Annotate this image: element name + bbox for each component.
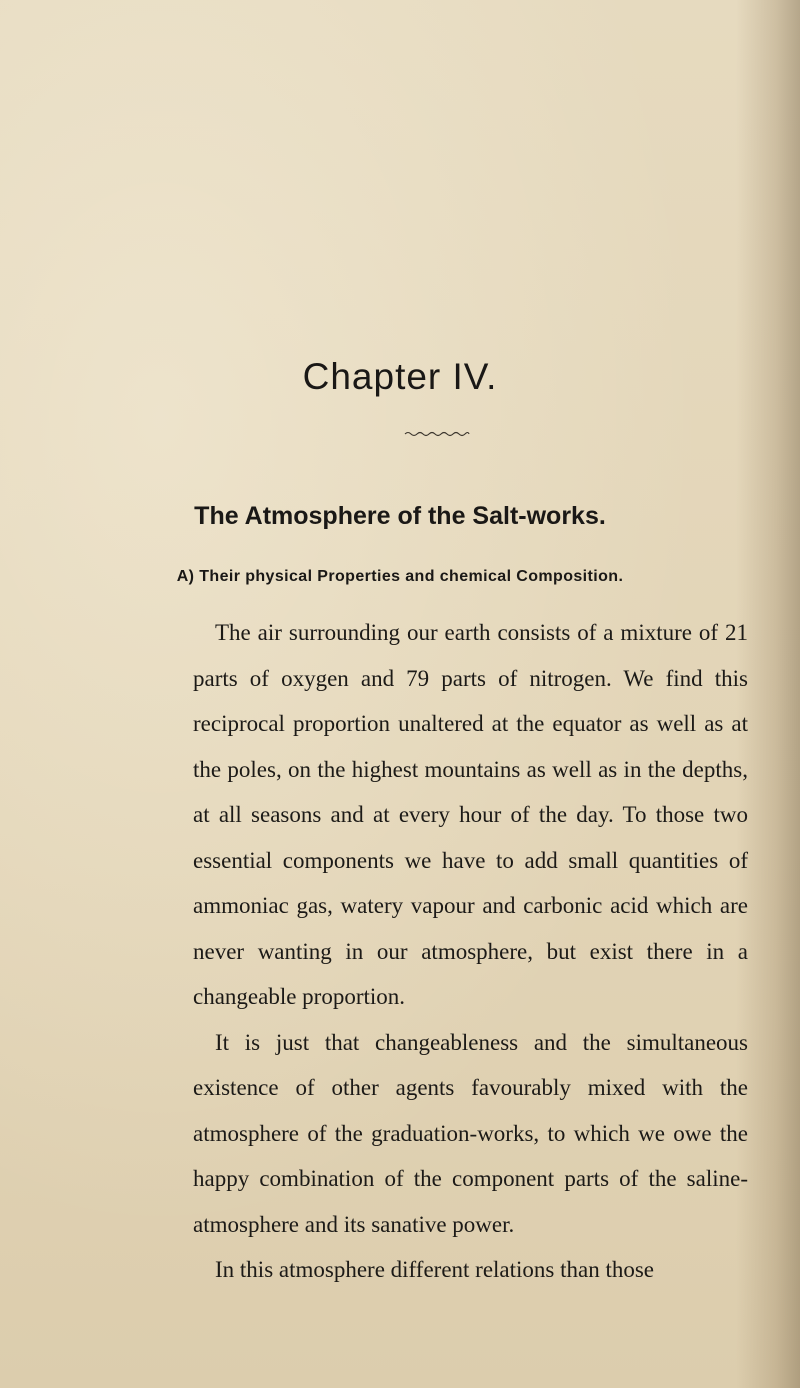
subsection-title: A) Their physical Properties and chemical Composition. [176,568,624,585]
paragraph: It is just that changeableness and the simultaneous existence of other agents favourably mixed with the atmosphere of the graduation-works, to which we owe the happy combination of the component parts of the saline-atmosphere and its sanative power. [193,1029,748,1237]
section-title: The Atmosphere of the Salt-works. [194,502,606,530]
paragraph: In this atmosphere different relations than those [215,1257,655,1282]
chapter-title: Chapter IV. [302,356,498,397]
paragraph: The air surrounding our earth consists of a mixture of 21 parts of oxygen and 79 parts of nitrogen. We find this reciprocal proportion unaltered at the equator as well as at the poles, on the highest mountains as well as in the depths, at all seasons and at every hour of the day. To those two essential components we have to add small quantities of ammoniac gas, watery vapour and carbonic acid which are never wanting in our atmosphere, but exist there in a changeable proportion. [193,620,748,1009]
body-text [193,610,748,1293]
wavy-rule-ornament [403,430,471,438]
